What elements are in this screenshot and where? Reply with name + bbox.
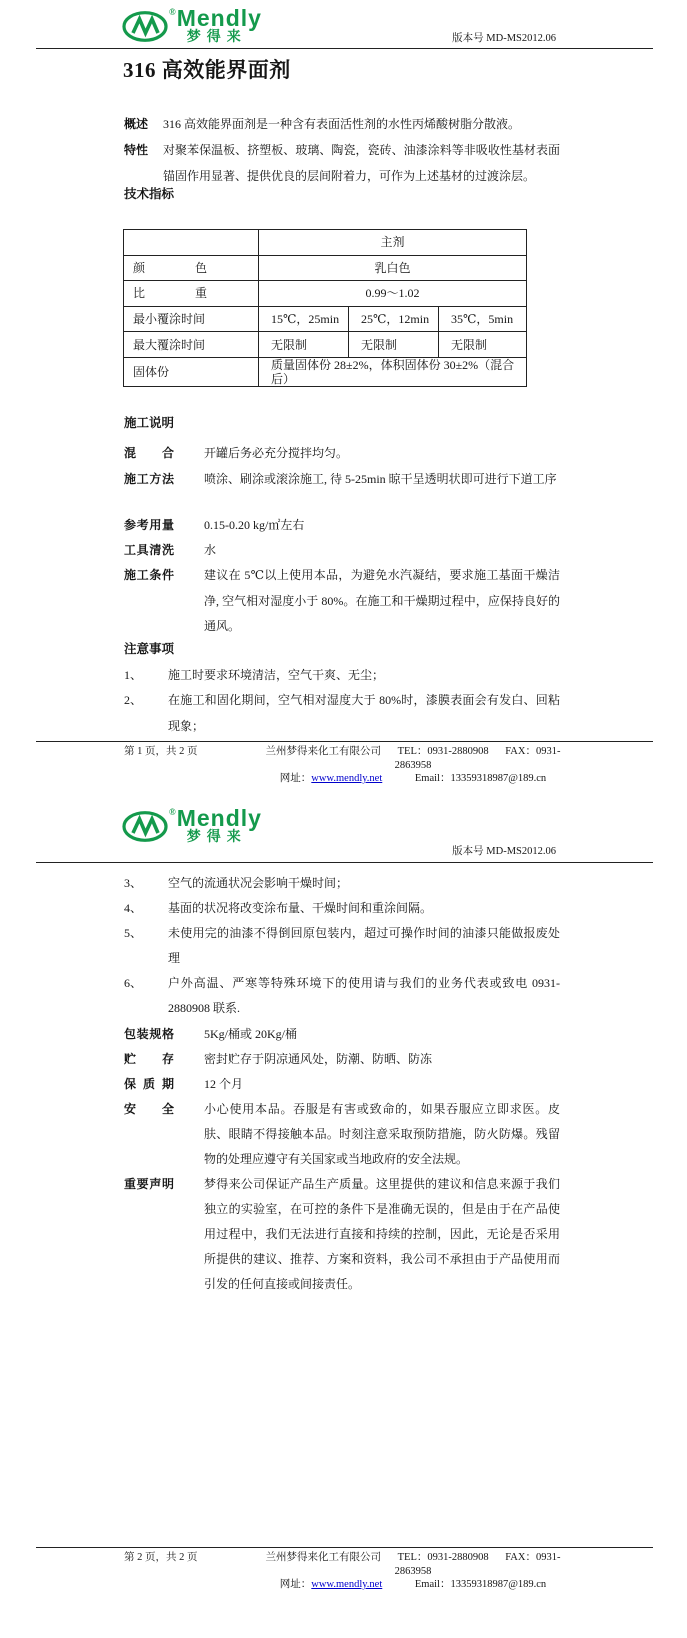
method-text: 喷涂、刷涂或滚涂施工, 待 5-25min 晾干呈透明状即可进行下道工序	[204, 472, 557, 486]
logo-wordmark-block	[176, 805, 262, 846]
fax: FAX：0931-2863958	[394, 746, 561, 771]
note-5-number: 5、	[124, 926, 143, 940]
page-info: 第 2 页，共 2 页	[124, 1552, 198, 1563]
conditions-text: 建议在 5℃以上使用本品，为避免水汽凝结，要求施工基面干燥洁净, 空气相对湿度小于 80%。在施工和干燥期过程中，应保持良好的通风。	[204, 568, 560, 633]
max-recoat-3: 无限制	[439, 332, 527, 358]
note-6-number: 6、	[124, 976, 143, 990]
footer-divider	[36, 741, 653, 742]
table-empty-cell	[124, 230, 259, 256]
note-1-text: 施工时要求环境清洁，空气干爽、无尘；	[168, 668, 385, 682]
footer-company-line	[249, 745, 577, 772]
cleanup-text: 水	[204, 543, 217, 557]
color-value: 乳白色	[259, 255, 527, 281]
mendly-oval-m-icon	[122, 11, 168, 42]
email: 13359318987@189.cn	[450, 773, 547, 784]
features-label: 特性	[124, 143, 149, 157]
table-solids-label-cell	[124, 357, 259, 386]
note-item-3	[124, 871, 560, 896]
mendly-oval-m-icon	[122, 811, 168, 842]
note-item-6	[124, 971, 560, 1021]
table-max-recoat-label-cell	[124, 332, 259, 358]
logo-wordmark-cn: 梦得来	[186, 30, 247, 45]
note-4-text: 基面的状况将改变涂布量、干燥时间和重涂间隔。	[168, 901, 433, 915]
table-main-agent-header: 主剂	[259, 230, 527, 256]
product-title: 316 高效能界面剂	[123, 58, 291, 82]
footer-contact-line	[249, 1578, 577, 1592]
dosage-label: 参考用量	[124, 518, 174, 532]
page2-footer	[124, 1551, 577, 1592]
company-name: 兰州梦得来化工有限公司	[265, 1552, 381, 1563]
shelf-life-text: 12 个月	[204, 1077, 244, 1091]
max-recoat-1: 无限制	[259, 332, 349, 358]
shelf-life-row	[124, 1072, 560, 1097]
statement-row	[124, 1172, 560, 1297]
safety-label: 安 全	[124, 1102, 174, 1116]
dosage-row	[124, 513, 560, 539]
note-item-5	[124, 921, 560, 971]
mix-row	[124, 441, 560, 467]
footer-center	[249, 745, 577, 786]
conditions-row	[124, 563, 560, 640]
color-label: 颜 色	[133, 260, 207, 275]
footer-company-line	[249, 1551, 577, 1578]
logo-wordmark-block	[176, 5, 262, 46]
min-recoat-25c: 25℃，12min	[349, 306, 439, 332]
min-recoat-15c: 15℃，25min	[259, 306, 349, 332]
statement-label: 重要声明	[124, 1177, 174, 1191]
cleanup-row	[124, 538, 560, 564]
table-row	[124, 281, 527, 307]
mix-text: 开罐后务必充分搅拌均匀。	[204, 446, 349, 460]
note-2-number: 2、	[124, 693, 143, 707]
note-item-1	[124, 663, 560, 689]
mendly-logo	[122, 5, 262, 46]
footer-contact-line	[249, 772, 577, 786]
page1-footer	[124, 745, 577, 786]
storage-text: 密封贮存于阴凉通风处，防潮、防晒、防冻	[204, 1052, 433, 1066]
mendly-logo	[122, 805, 262, 846]
logo-wordmark-cn: 梦得来	[186, 830, 247, 845]
shelf-life-label: 保 质 期	[124, 1077, 174, 1091]
website-label: 网址：	[279, 773, 312, 784]
note-1-number: 1、	[124, 668, 143, 682]
gravity-value: 0.99～1.02	[259, 281, 527, 307]
fax: FAX：0931-2863958	[394, 1552, 561, 1577]
header-divider	[36, 48, 653, 49]
email-label: Email：	[414, 773, 451, 784]
note-2-text: 在施工和固化期间，空气相对湿度大于 80%时，漆膜表面会有发白、回粘现象；	[168, 693, 560, 733]
statement-text: 梦得来公司保证产品生产质量。这里提供的建议和信息来源于我们独立的实验室，在可控的条件下是准确无误的，但是由于在产品使用过程中，我们无法进行直接和持续的控制，因此，无论是否采用所提供的建议、推荐、方案和资料，我公司不承担由于产品使用而引发的任何直接或间接责任。	[204, 1177, 560, 1291]
safety-row	[124, 1097, 560, 1172]
mix-label: 混 合	[124, 446, 174, 460]
footer-divider	[36, 1547, 653, 1548]
overview-label: 概述	[124, 117, 149, 131]
table-row	[124, 332, 527, 358]
packaging-row	[124, 1022, 560, 1047]
min-recoat-label: 最小覆涂时间	[133, 312, 206, 327]
safety-text: 小心使用本品。吞服是有害或致命的，如果吞服应立即求医。皮肤、眼睛不得接触本品。时刻注意采取预防措施，防火防爆。残留物的处理应遵守有关国家或当地政府的安全法规。	[204, 1102, 560, 1166]
tel: TEL：0931-2880908	[397, 746, 489, 757]
tel: TEL：0931-2880908	[397, 1552, 489, 1563]
features-text: 对聚苯保温板、挤塑板、玻璃、陶瓷，瓷砖、油漆涂料等非吸收性基材表面锚固作用显著、提供优良的层间附着力，可作为上述基材的过渡涂层。	[163, 143, 560, 183]
features-row	[124, 138, 560, 189]
conditions-label: 施工条件	[124, 568, 174, 582]
dosage-text: 0.15-0.20 kg/㎡左右	[204, 518, 305, 532]
solids-value: 质量固体份 28±2%，体积固体份 30±2%（混合后）	[259, 357, 527, 386]
table-color-label-cell	[124, 255, 259, 281]
solids-label: 固体份	[133, 364, 170, 379]
website-label: 网址：	[279, 1579, 312, 1590]
note-3-number: 3、	[124, 876, 143, 890]
table-min-recoat-label-cell	[124, 306, 259, 332]
note-5-text: 未使用完的油漆不得倒回原包装内，超过可操作时间的油漆只能做报废处理	[168, 926, 560, 965]
email-label: Email：	[414, 1579, 451, 1590]
table-row	[124, 255, 527, 281]
tech-specs-heading: 技术指标	[124, 187, 175, 201]
website-link[interactable]: www.mendly.net	[311, 1579, 383, 1590]
note-6-text: 户外高温、严寒等特殊环境下的使用请与我们的业务代表或致电 0931-2880908 联系.	[168, 976, 560, 1015]
version-label: 版本号 MD-MS2012.06	[452, 846, 556, 857]
version-label: 版本号 MD-MS2012.06	[452, 33, 556, 44]
footer-center	[249, 1551, 577, 1592]
overview-text: 316 高效能界面剂是一种含有表面活性剂的水性丙烯酸树脂分散液。	[163, 117, 521, 131]
gravity-label: 比 重	[133, 286, 207, 301]
storage-row	[124, 1047, 560, 1072]
overview-row	[124, 112, 560, 138]
email: 13359318987@189.cn	[450, 1579, 547, 1590]
spec-table	[123, 229, 527, 387]
note-item-2	[124, 688, 560, 739]
method-label: 施工方法	[124, 472, 174, 486]
construction-heading: 施工说明	[124, 416, 175, 430]
cleanup-label: 工具清洗	[124, 543, 174, 557]
page-info: 第 1 页，共 2 页	[124, 746, 198, 757]
method-row	[124, 467, 560, 493]
note-item-4	[124, 896, 560, 921]
max-recoat-2: 无限制	[349, 332, 439, 358]
storage-label: 贮 存	[124, 1052, 174, 1066]
note-3-text: 空气的流通状况会影响干燥时间；	[168, 876, 349, 890]
logo-wordmark: Mendly	[176, 5, 262, 31]
min-recoat-35c: 35℃，5min	[439, 306, 527, 332]
note-4-number: 4、	[124, 901, 143, 915]
max-recoat-label: 最大覆涂时间	[133, 337, 206, 352]
header-divider	[36, 862, 653, 863]
website-link[interactable]: www.mendly.net	[311, 773, 383, 784]
notes-heading: 注意事项	[124, 642, 175, 656]
registered-mark: ®	[169, 807, 176, 817]
company-name: 兰州梦得来化工有限公司	[265, 746, 381, 757]
table-gravity-label-cell	[124, 281, 259, 307]
packaging-text: 5Kg/桶或 20Kg/桶	[204, 1027, 298, 1041]
table-row	[124, 357, 527, 386]
table-row	[124, 230, 527, 256]
registered-mark: ®	[169, 7, 176, 17]
logo-wordmark: Mendly	[176, 805, 262, 831]
packaging-label: 包装规格	[124, 1027, 174, 1041]
table-row	[124, 306, 527, 332]
